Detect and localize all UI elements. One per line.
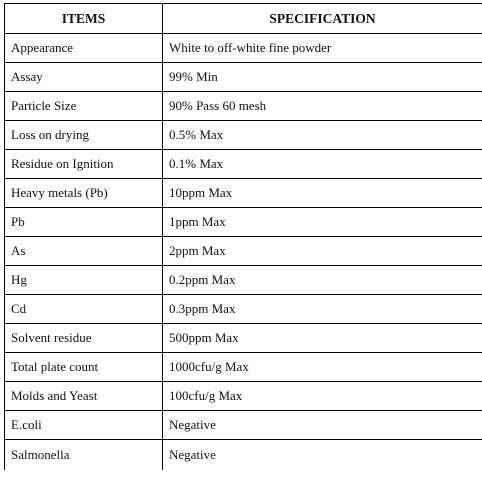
table-row: [5, 92, 482, 121]
table-row: [5, 440, 482, 470]
spec-cell: 99% Min: [163, 63, 482, 92]
table-row: [5, 121, 482, 150]
table-row: [5, 324, 482, 353]
item-cell: Hg: [5, 266, 163, 295]
table-row: [5, 237, 482, 266]
spec-cell: 0.3ppm Max: [163, 295, 482, 324]
item-cell: Assay: [5, 63, 163, 92]
item-cell: Residue on Ignition: [5, 150, 163, 179]
item-cell: Molds and Yeast: [5, 382, 163, 411]
item-cell: Pb: [5, 208, 163, 237]
header-items: ITEMS: [5, 4, 163, 34]
table-row: [5, 63, 482, 92]
item-cell: Solvent residue: [5, 324, 163, 353]
table-row: [5, 34, 482, 63]
spec-cell: 500ppm Max: [163, 324, 482, 353]
table-row: [5, 411, 482, 440]
item-cell: Loss on drying: [5, 121, 163, 150]
item-cell: As: [5, 237, 163, 266]
spec-cell: 90% Pass 60 mesh: [163, 92, 482, 121]
table-row: [5, 382, 482, 411]
item-cell: Total plate count: [5, 353, 163, 382]
spec-cell: 0.2ppm Max: [163, 266, 482, 295]
table-row: [5, 353, 482, 382]
table-row: [5, 266, 482, 295]
header-specification: SPECIFICATION: [163, 4, 482, 34]
spec-cell: Negative: [163, 440, 482, 470]
item-cell: Salmonella: [5, 440, 163, 470]
table-row: [5, 295, 482, 324]
table-row: [5, 150, 482, 179]
spec-cell: 1000cfu/g Max: [163, 353, 482, 382]
table-header-row: [5, 4, 482, 34]
spec-cell: 0.1% Max: [163, 150, 482, 179]
specification-table: [4, 3, 482, 470]
spec-cell: 2ppm Max: [163, 237, 482, 266]
spec-cell: 0.5% Max: [163, 121, 482, 150]
item-cell: Appearance: [5, 34, 163, 63]
item-cell: Heavy metals (Pb): [5, 179, 163, 208]
spec-cell: 100cfu/g Max: [163, 382, 482, 411]
item-cell: Cd: [5, 295, 163, 324]
item-cell: E.coli: [5, 411, 163, 440]
spec-cell: 10ppm Max: [163, 179, 482, 208]
table-row: [5, 179, 482, 208]
item-cell: Particle Size: [5, 92, 163, 121]
spec-cell: Negative: [163, 411, 482, 440]
spec-cell: White to off-white fine powder: [163, 34, 482, 63]
table-row: [5, 208, 482, 237]
spec-cell: 1ppm Max: [163, 208, 482, 237]
